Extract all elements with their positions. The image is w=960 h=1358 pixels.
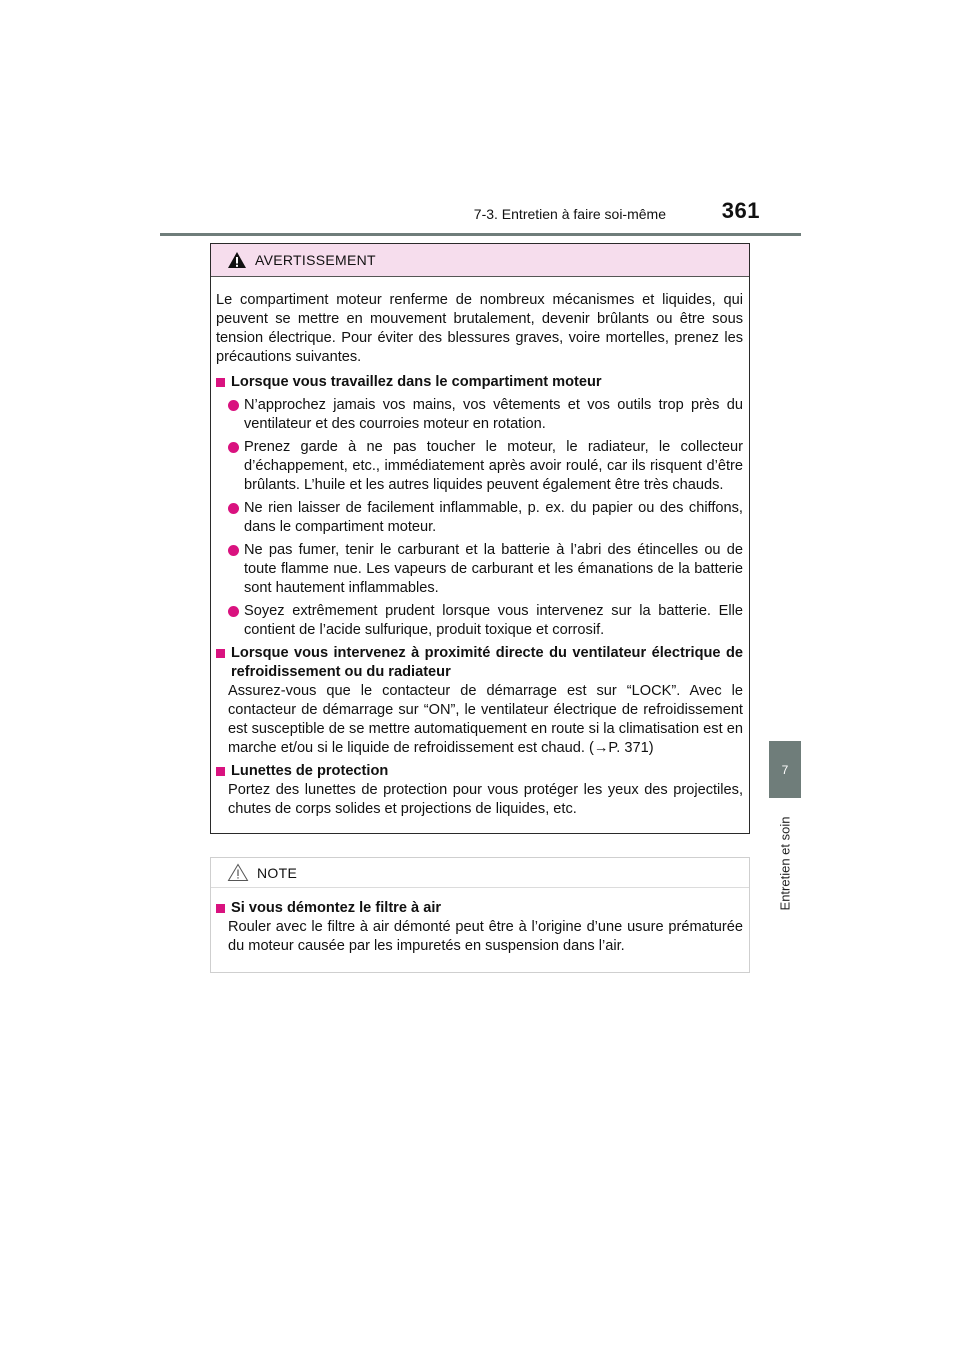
section-title: 7-3. Entretien à faire soi-même [473,206,666,222]
round-bullet-icon [228,606,239,617]
chapter-tab [769,741,801,798]
chapter-label-text: Entretien et soin [777,816,793,910]
warning-section-3 [216,762,743,781]
square-bullet-icon [216,649,225,658]
warning-section-1 [216,373,743,392]
bullet-item: N’approchez jamais vos mains, vos vêtements et vos outils trop près du ventilateur et des courroies moteur en rotation. [228,396,743,434]
caution-triangle-outline-icon [227,863,249,882]
warning-title: AVERTISSEMENT [255,252,376,268]
note-box [210,857,750,973]
square-bullet-icon [216,904,225,913]
section-text-2: Assurez-vous que le contacteur de démarrage est sur “LOCK”. Avec le contacteur de démarrage sur “ON”, le ventilateur électrique de refroidissement est susceptible de se mettre automatiquement en route si la climatisation est en marche et/ou si le liquide de refroidissement est chaud. (→P. 371) [228,683,743,756]
square-bullet-icon [216,767,225,776]
section-title-1: Lorsque vous travaillez dans le compartiment moteur [231,374,602,390]
warning-header [211,244,749,277]
bullet-list [216,396,743,640]
page-number: 361 [721,198,760,223]
round-bullet-icon [228,545,239,556]
note-title: NOTE [257,864,298,881]
note-section-text: Rouler avec le filtre à air démonté peut être à l’origine d’une usure prématurée du moteur causée par les impuretés en suspension dans l’air. [228,919,743,954]
note-body [211,888,749,970]
warning-box [210,243,750,834]
warning-intro: Le compartiment moteur renferme de nombreux mécanismes et liquides, qui peuvent se mettre en mouvement brutalement, devenir brûlants ou être sous tension électrique. Pour éviter des blessures graves, voire mortelles, prenez les précautions suivantes. [216,292,743,365]
header-rule [160,233,801,236]
square-bullet-icon [216,378,225,387]
warning-triangle-filled-icon [227,251,247,269]
warning-section-2 [216,644,743,682]
note-header [211,858,749,888]
bullet-item: Ne pas fumer, tenir le carburant et la batterie à l’abri des étincelles ou de toute flamme nue. Les vapeurs de carburant et les émanations de la batterie sont hautement inflammables. [228,541,743,598]
note-section-1 [216,899,743,918]
bullet-item: Prenez garde à ne pas toucher le moteur, le radiateur, le collecteur d’échappement, etc., immédiatement après avoir roulé, car ils risquent d’être brûlants. L’huile et les autres liquides peuvent également être très chauds. [228,438,743,495]
note-section-title: Si vous démontez le filtre à air [231,900,442,916]
bullet-item: Soyez extrêmement prudent lorsque vous intervenez sur la batterie. Elle contient de l’acide sulfurique, produit toxique et corrosif. [228,602,743,640]
round-bullet-icon [228,400,239,411]
section-title-2: Lorsque vous intervenez à proximité directe du ventilateur électrique de refroidissement ou du radiateur [231,645,743,680]
warning-body [211,277,749,833]
chapter-number: 7 [781,762,789,777]
round-bullet-icon [228,503,239,514]
section-title-3: Lunettes de protection [231,763,389,779]
section-text-3: Portez des lunettes de protection pour vous protéger les yeux des projectiles, chutes de corps solides et projections de liquides, etc. [228,782,743,817]
round-bullet-icon [228,442,239,453]
bullet-item: Ne rien laisser de facilement inflammable, p. ex. du papier ou des chiffons, dans le compartiment moteur. [228,499,743,537]
chapter-label [760,808,810,918]
